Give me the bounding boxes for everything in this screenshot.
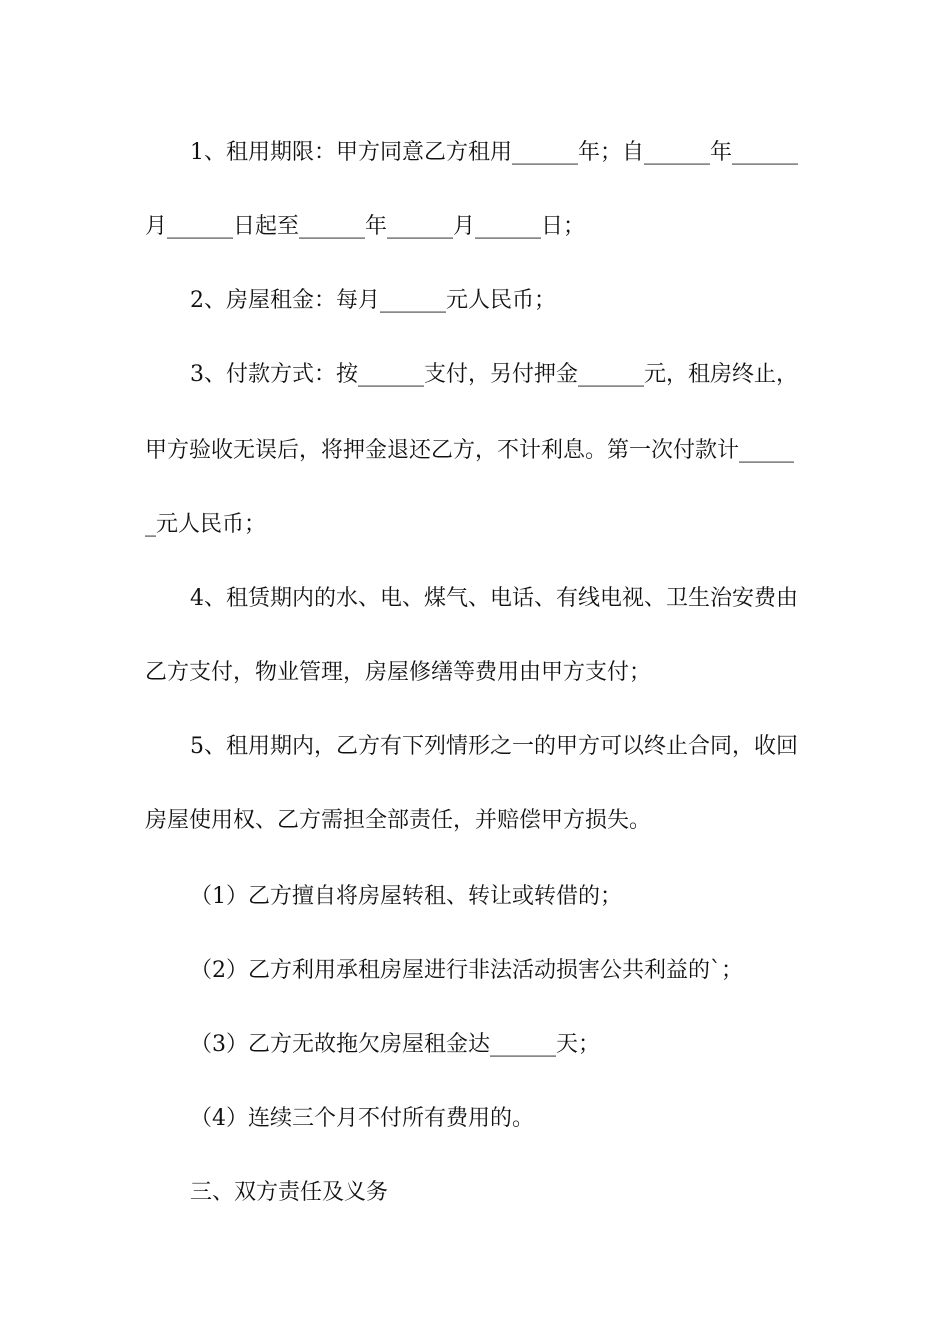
sub-clause-3: （3）乙方无故拖欠房屋租金达______天； <box>190 1032 600 1057</box>
clause-1-line-2: 月______日起至______年______月______日； <box>145 214 586 239</box>
clause-4-line-2: 乙方支付，物业管理，房屋修缮等费用由甲方支付； <box>145 660 652 685</box>
clause-2-line-1: 2、房屋租金：每月______元人民币； <box>190 288 556 313</box>
sub-clause-2: （2）乙方利用承租房屋进行非法活动损害公共利益的`； <box>190 958 743 983</box>
clause-3-line-2: 甲方验收无误后，将押金退还乙方，不计利息。第一次付款计_____ <box>145 438 795 463</box>
clause-3-line-3: _元人民币； <box>145 512 267 537</box>
clause-3-line-1: 3、付款方式：按______支付，另付押金______元，租房终止， <box>190 362 798 387</box>
section-heading-3: 三、双方责任及义务 <box>190 1180 389 1205</box>
sub-clause-4: （4）连续三个月不付所有费用的。 <box>190 1106 534 1131</box>
clause-5-line-1: 5、租用期内，乙方有下列情形之一的甲方可以终止合同，收回 <box>190 734 798 759</box>
clause-4-line-1: 4、租赁期内的水、电、煤气、电话、有线电视、卫生治安费由 <box>190 586 798 611</box>
clause-1-line-1: 1、租用期限：甲方同意乙方租用______年；自______年______ <box>190 140 798 165</box>
sub-clause-1: （1）乙方擅自将房屋转租、转让或转借的； <box>190 884 622 909</box>
clause-5-line-2: 房屋使用权、乙方需担全部责任，并赔偿甲方损失。 <box>145 808 652 833</box>
